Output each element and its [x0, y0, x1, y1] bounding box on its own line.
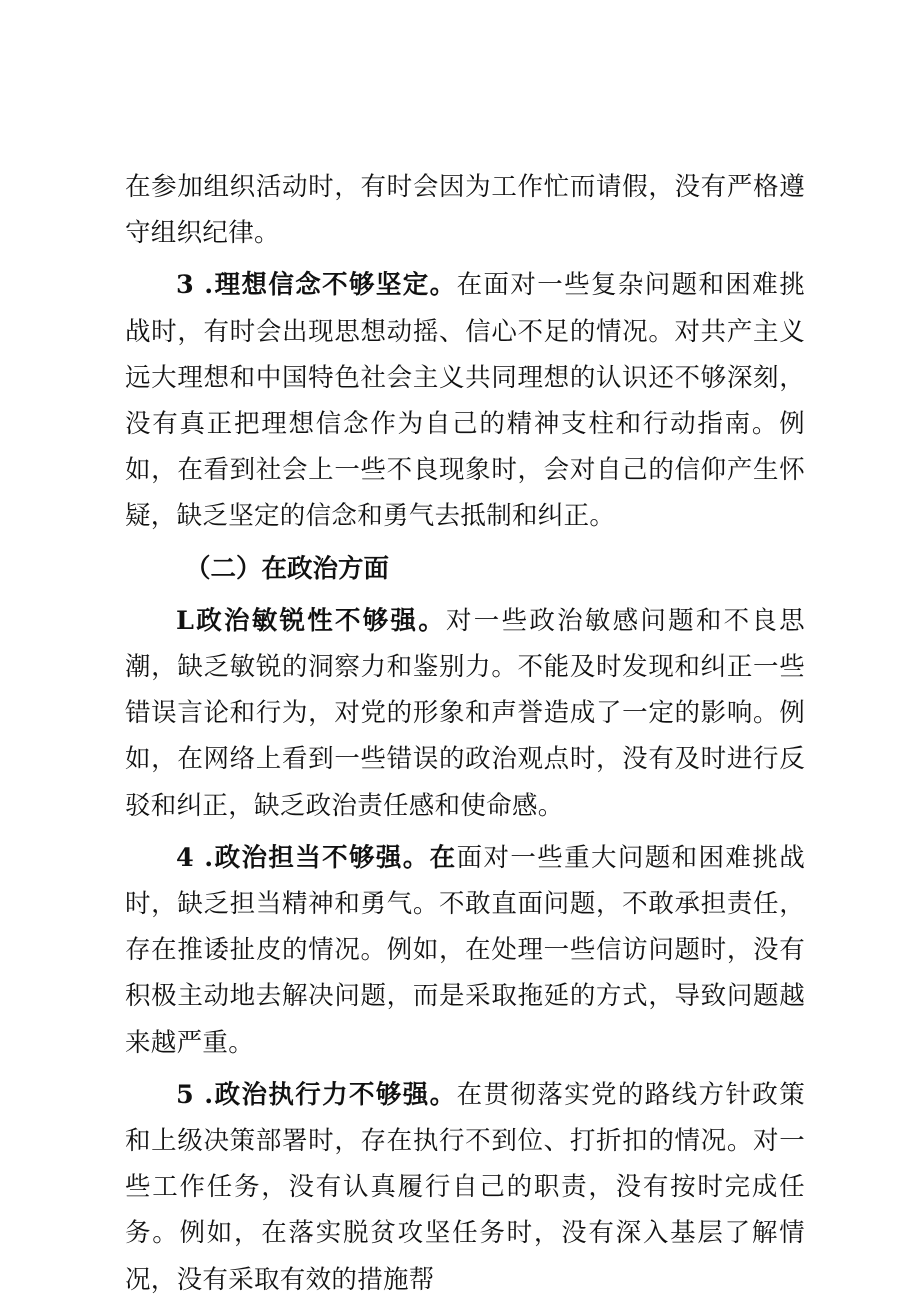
document-page [125, 164, 805, 1309]
paragraph-item-3 [125, 262, 805, 539]
item-heading: L政治敏锐性不够强。 [176, 605, 447, 636]
paragraph-item-1 [125, 598, 805, 829]
paragraph-item-5 [125, 1072, 805, 1303]
paragraph-body: 面对一些重大问题和困难挑战时，缺乏担当精神和勇气。不敢直面问题，不敢承担责任，存在推诿扯皮的情况。例如，在处理一些信访问题时，没有积极主动地去解决问题，而是采取拖延的方式，导致问题越来越严重。 [125, 842, 805, 1058]
paragraph-body: 对一些政治敏感问题和不良思潮，缺乏敏锐的洞察力和鉴别力。不能及时发现和纠正一些错误言论和行为，对党的形象和声誉造成了一定的影响。例如，在网络上看到一些错误的政治观点时，没有及时进行反驳和纠正，缺乏政治责任感和使命感。 [125, 605, 805, 821]
paragraph-item-4 [125, 835, 805, 1066]
paragraph-body: 在贯彻落实党的路线方针政策和上级决策部署时，存在执行不到位、打折扣的情况。对一些工作任务，没有认真履行自己的职责，没有按时完成任务。例如，在落实脱贫攻坚任务时，没有深入基层了解情况，没有采取有效的措施帮 [125, 1079, 805, 1295]
item-heading: 3 .理想信念不够坚定。 [176, 270, 457, 301]
section-heading: （二）在政治方面 [185, 553, 390, 584]
paragraph-continuation [125, 164, 805, 256]
paragraph-body: 在参加组织活动时，有时会因为工作忙而请假，没有严格遵守组织纪律。 [125, 172, 805, 249]
item-heading: 5 .政治执行力不够强。 [176, 1079, 457, 1110]
item-heading: 4 .政治担当不够强。在 [176, 842, 457, 873]
paragraph-body: 在面对一些复杂问题和困难挑战时，有时会出现思想动摇、信心不足的情况。对共产主义远大理想和中国特色社会主义共同理想的认识还不够深刻，没有真正把理想信念作为自己的精神支柱和行动指南。例如，在看到社会上一些不良现象时，会对自己的信仰产生怀疑，缺乏坚定的信念和勇气去抵制和纠正。 [125, 270, 805, 532]
